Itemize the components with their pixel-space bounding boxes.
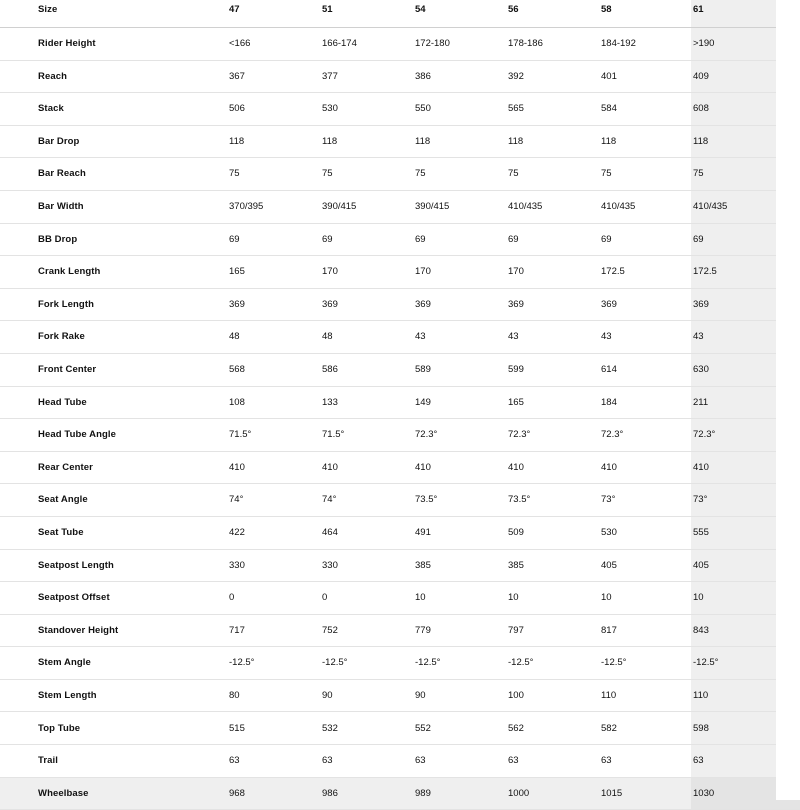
table-cell: 717 bbox=[229, 624, 245, 636]
table-cell: 74° bbox=[229, 494, 244, 506]
table-cell: 165 bbox=[229, 266, 245, 278]
row-label: Bar Width bbox=[38, 201, 84, 213]
table-cell: 330 bbox=[322, 559, 338, 571]
table-cell: 43 bbox=[508, 331, 519, 343]
row-label: Trail bbox=[38, 755, 59, 767]
table-row bbox=[0, 190, 800, 223]
table-cell: 369 bbox=[322, 298, 338, 310]
table-row bbox=[0, 484, 800, 517]
table-cell: 48 bbox=[322, 331, 333, 343]
row-label: Seat Tube bbox=[38, 526, 84, 538]
table-cell: 73° bbox=[601, 494, 616, 506]
row-label: Standover Height bbox=[38, 624, 119, 636]
table-cell: 63 bbox=[229, 755, 240, 767]
table-cell: 69 bbox=[691, 223, 800, 256]
table-row bbox=[0, 223, 800, 256]
table-row bbox=[0, 60, 800, 93]
table-cell: 63 bbox=[322, 755, 333, 767]
table-row bbox=[0, 125, 800, 158]
table-cell: 172-180 bbox=[415, 38, 450, 50]
table-cell: 170 bbox=[508, 266, 524, 278]
table-cell: 797 bbox=[508, 624, 524, 636]
table-cell: 75 bbox=[415, 168, 426, 180]
table-cell: 491 bbox=[415, 526, 431, 538]
table-cell: 69 bbox=[508, 233, 519, 245]
table-cell: 390/415 bbox=[322, 201, 357, 213]
table-cell: 149 bbox=[415, 396, 431, 408]
table-cell: 10 bbox=[601, 592, 612, 604]
table-cell: 409 bbox=[691, 60, 800, 93]
table-cell: 75 bbox=[322, 168, 333, 180]
table-cell: 72.3° bbox=[508, 429, 531, 441]
table-cell: 118 bbox=[322, 135, 338, 147]
table-cell: 752 bbox=[322, 624, 338, 636]
table-cell: 410/435 bbox=[691, 190, 800, 223]
row-label: Fork Rake bbox=[38, 331, 85, 343]
size-56-header: 56 bbox=[506, 0, 599, 28]
table-row bbox=[0, 451, 800, 484]
row-label: Reach bbox=[38, 70, 68, 82]
table-cell: 184 bbox=[601, 396, 617, 408]
table-row bbox=[0, 777, 800, 810]
row-label: Seatpost Offset bbox=[38, 592, 110, 604]
table-cell: 90 bbox=[322, 689, 333, 701]
table-cell: 1030 bbox=[691, 777, 800, 810]
table-cell: 506 bbox=[229, 103, 245, 115]
table-cell: -12.5° bbox=[601, 657, 627, 669]
table-cell: 410 bbox=[322, 461, 338, 473]
table-cell: 118 bbox=[229, 135, 245, 147]
table-cell: 118 bbox=[691, 125, 800, 158]
table-cell: 133 bbox=[322, 396, 338, 408]
table-cell: 390/415 bbox=[415, 201, 450, 213]
table-cell: 552 bbox=[415, 722, 431, 734]
table-cell: 599 bbox=[508, 363, 524, 375]
row-label: Fork Length bbox=[38, 298, 94, 310]
table-cell: -12.5° bbox=[322, 657, 348, 669]
table-cell: -12.5° bbox=[415, 657, 441, 669]
table-cell: 555 bbox=[691, 516, 800, 549]
table-cell: 73.5° bbox=[508, 494, 531, 506]
table-cell: 166-174 bbox=[322, 38, 357, 50]
table-cell: 73.5° bbox=[415, 494, 438, 506]
table-row bbox=[0, 614, 800, 647]
table-cell: 69 bbox=[415, 233, 426, 245]
table-row bbox=[0, 353, 800, 386]
table-cell: 843 bbox=[691, 614, 800, 647]
table-cell: 532 bbox=[322, 722, 338, 734]
row-label: Rear Center bbox=[38, 461, 93, 473]
table-cell: 80 bbox=[229, 689, 240, 701]
table-cell: 184-192 bbox=[601, 38, 636, 50]
row-label: Wheelbase bbox=[0, 777, 227, 810]
table-cell: 69 bbox=[229, 233, 240, 245]
row-label: Top Tube bbox=[38, 722, 81, 734]
table-cell: 74° bbox=[322, 494, 337, 506]
table-cell: 1000 bbox=[506, 777, 599, 810]
table-cell: 589 bbox=[415, 363, 431, 375]
table-cell: 110 bbox=[601, 689, 617, 701]
row-label: Front Center bbox=[38, 363, 97, 375]
size-header-label: Size bbox=[0, 0, 227, 28]
table-cell: 172.5 bbox=[601, 266, 625, 278]
table-cell: 968 bbox=[227, 777, 320, 810]
row-label: BB Drop bbox=[38, 233, 78, 245]
table-cell: 515 bbox=[229, 722, 245, 734]
table-cell: 565 bbox=[508, 103, 524, 115]
table-cell: 75 bbox=[691, 158, 800, 191]
table-cell: 110 bbox=[691, 679, 800, 712]
table-cell: 598 bbox=[691, 712, 800, 745]
table-cell: 369 bbox=[691, 288, 800, 321]
table-cell: 75 bbox=[229, 168, 240, 180]
table-row bbox=[0, 288, 800, 321]
size-51-header: 51 bbox=[320, 0, 413, 28]
table-cell: 410/435 bbox=[508, 201, 543, 213]
table-cell: 73° bbox=[691, 484, 800, 517]
table-cell: 410 bbox=[691, 451, 800, 484]
row-label: Bar Reach bbox=[38, 168, 86, 180]
table-row bbox=[0, 321, 800, 354]
table-cell: 90 bbox=[415, 689, 426, 701]
table-cell: 10 bbox=[691, 582, 800, 615]
table-cell: 63 bbox=[601, 755, 612, 767]
row-label: Crank Length bbox=[38, 266, 101, 278]
table-cell: 410/435 bbox=[601, 201, 636, 213]
table-cell: 211 bbox=[691, 386, 800, 419]
table-cell: 1015 bbox=[599, 777, 691, 810]
table-cell: 330 bbox=[229, 559, 245, 571]
table-cell: 464 bbox=[322, 526, 338, 538]
size-header-row bbox=[0, 0, 800, 28]
table-cell: <166 bbox=[229, 38, 251, 50]
table-cell: 63 bbox=[415, 755, 426, 767]
row-label: Bar Drop bbox=[38, 135, 80, 147]
table-cell: 989 bbox=[413, 777, 506, 810]
table-row bbox=[0, 158, 800, 191]
table-cell: 72.3° bbox=[691, 419, 800, 452]
table-cell: >190 bbox=[691, 28, 800, 61]
table-cell: 817 bbox=[601, 624, 617, 636]
row-label: Head Tube bbox=[38, 396, 87, 408]
table-row bbox=[0, 549, 800, 582]
table-cell: 608 bbox=[691, 93, 800, 126]
table-cell: 72.3° bbox=[601, 429, 624, 441]
table-row bbox=[0, 712, 800, 745]
table-cell: 369 bbox=[415, 298, 431, 310]
table-cell: 385 bbox=[415, 559, 431, 571]
table-cell: 369 bbox=[601, 298, 617, 310]
geometry-table-body bbox=[0, 28, 800, 810]
table-cell: 63 bbox=[691, 745, 800, 778]
table-row bbox=[0, 256, 800, 289]
table-row bbox=[0, 679, 800, 712]
table-cell: 370/395 bbox=[229, 201, 264, 213]
table-cell: 614 bbox=[601, 363, 617, 375]
table-cell: 75 bbox=[508, 168, 519, 180]
table-cell: 584 bbox=[601, 103, 617, 115]
row-label: Stem Angle bbox=[38, 657, 91, 669]
table-cell: 410 bbox=[508, 461, 524, 473]
table-cell: 75 bbox=[601, 168, 612, 180]
table-cell: 69 bbox=[601, 233, 612, 245]
table-row bbox=[0, 28, 800, 61]
table-cell: 0 bbox=[322, 592, 328, 604]
table-cell: 43 bbox=[415, 331, 426, 343]
table-cell: 100 bbox=[508, 689, 524, 701]
table-cell: 10 bbox=[415, 592, 426, 604]
table-cell: 0 bbox=[229, 592, 235, 604]
table-row bbox=[0, 745, 800, 778]
table-cell: 43 bbox=[691, 321, 800, 354]
table-cell: 392 bbox=[508, 70, 524, 82]
table-cell: 71.5° bbox=[229, 429, 252, 441]
table-cell: 410 bbox=[415, 461, 431, 473]
table-cell: 509 bbox=[508, 526, 524, 538]
table-cell: 405 bbox=[691, 549, 800, 582]
table-cell: 170 bbox=[322, 266, 338, 278]
table-cell: -12.5° bbox=[508, 657, 534, 669]
row-label: Stem Length bbox=[38, 689, 97, 701]
table-row bbox=[0, 419, 800, 452]
table-cell: 108 bbox=[229, 396, 245, 408]
table-cell: 568 bbox=[229, 363, 245, 375]
table-cell: 369 bbox=[229, 298, 245, 310]
table-cell: 165 bbox=[508, 396, 524, 408]
row-label: Head Tube Angle bbox=[38, 429, 117, 441]
table-cell: 71.5° bbox=[322, 429, 345, 441]
table-cell: 410 bbox=[229, 461, 245, 473]
table-cell: 172.5 bbox=[691, 256, 800, 289]
table-cell: 118 bbox=[601, 135, 617, 147]
table-cell: 63 bbox=[508, 755, 519, 767]
row-label: Seatpost Length bbox=[38, 559, 114, 571]
table-cell: 43 bbox=[601, 331, 612, 343]
table-cell: 69 bbox=[322, 233, 333, 245]
table-cell: 48 bbox=[229, 331, 240, 343]
size-58-header: 58 bbox=[599, 0, 691, 28]
table-row bbox=[0, 582, 800, 615]
table-cell: 562 bbox=[508, 722, 524, 734]
size-54-header: 54 bbox=[413, 0, 506, 28]
table-cell: 386 bbox=[415, 70, 431, 82]
table-cell: 530 bbox=[601, 526, 617, 538]
table-cell: 118 bbox=[508, 135, 524, 147]
table-cell: 410 bbox=[601, 461, 617, 473]
row-label: Stack bbox=[38, 103, 64, 115]
table-row bbox=[0, 647, 800, 680]
size-47-header: 47 bbox=[227, 0, 320, 28]
table-cell: 72.3° bbox=[415, 429, 438, 441]
table-cell: 377 bbox=[322, 70, 338, 82]
table-row bbox=[0, 93, 800, 126]
row-label: Seat Angle bbox=[38, 494, 88, 506]
size-61-header: 61 bbox=[691, 0, 800, 28]
right-margin bbox=[776, 0, 800, 800]
table-cell: 630 bbox=[691, 353, 800, 386]
table-cell: -12.5° bbox=[229, 657, 255, 669]
table-cell: 401 bbox=[601, 70, 617, 82]
table-cell: 586 bbox=[322, 363, 338, 375]
table-row bbox=[0, 386, 800, 419]
table-cell: 385 bbox=[508, 559, 524, 571]
row-label: Rider Height bbox=[38, 38, 96, 50]
table-cell: 170 bbox=[415, 266, 431, 278]
table-row bbox=[0, 516, 800, 549]
table-cell: 986 bbox=[320, 777, 413, 810]
table-cell: 10 bbox=[508, 592, 519, 604]
table-cell: 550 bbox=[415, 103, 431, 115]
table-cell: 582 bbox=[601, 722, 617, 734]
table-cell: 367 bbox=[229, 70, 245, 82]
table-cell: -12.5° bbox=[691, 647, 800, 680]
table-cell: 405 bbox=[601, 559, 617, 571]
table-cell: 530 bbox=[322, 103, 338, 115]
table-cell: 779 bbox=[415, 624, 431, 636]
table-cell: 422 bbox=[229, 526, 245, 538]
table-cell: 178-186 bbox=[508, 38, 543, 50]
table-cell: 369 bbox=[508, 298, 524, 310]
table-cell: 118 bbox=[415, 135, 431, 147]
